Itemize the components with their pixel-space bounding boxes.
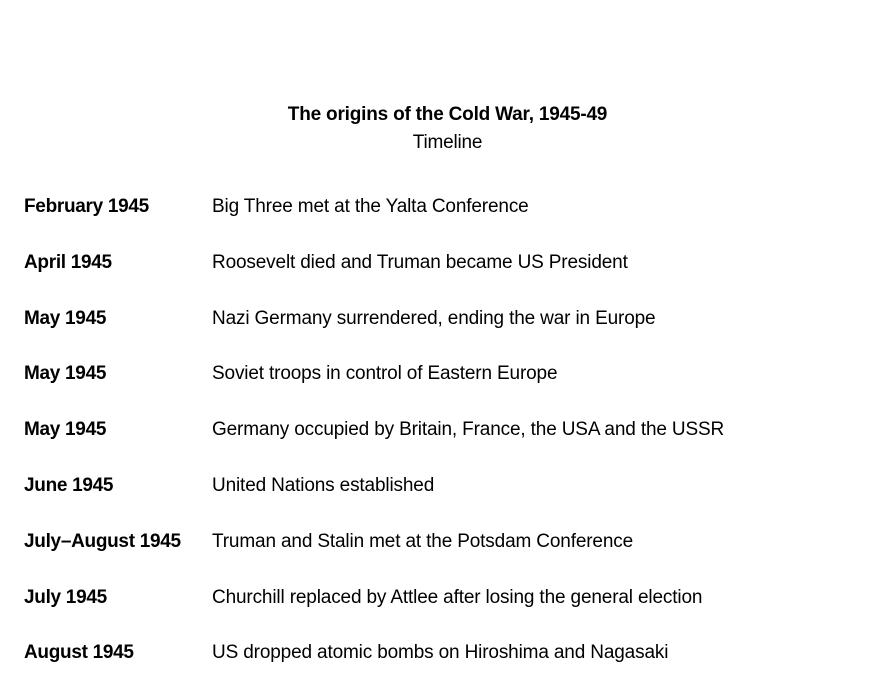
timeline-event: Soviet troops in control of Eastern Europe <box>212 363 558 385</box>
timeline-event: Churchill replaced by Attlee after losing the general election <box>212 586 703 608</box>
document-heading <box>0 102 895 158</box>
timeline-event: United Nations established <box>212 474 435 496</box>
timeline-event: US dropped atomic bombs on Hiroshima and Nagasaki <box>212 642 669 664</box>
timeline-row <box>24 472 884 528</box>
timeline-row <box>24 639 884 695</box>
timeline-event: Germany occupied by Britain, France, the USA and the USSR <box>212 419 725 441</box>
timeline-row <box>24 584 884 640</box>
timeline-date: June 1945 <box>24 474 114 496</box>
timeline-row <box>24 305 884 361</box>
timeline-row <box>24 193 884 249</box>
timeline-date: July–August 1945 <box>24 530 181 552</box>
timeline-date: February 1945 <box>24 196 149 217</box>
timeline-date: May 1945 <box>24 419 107 441</box>
timeline-date: May 1945 <box>24 307 107 329</box>
timeline-row <box>24 360 884 416</box>
timeline-date: May 1945 <box>24 363 107 385</box>
timeline-event: Roosevelt died and Truman became US President <box>212 251 628 273</box>
document-title: The origins of the Cold War, 1945-49 <box>287 104 608 125</box>
timeline-row <box>24 249 884 305</box>
timeline-list <box>24 193 884 695</box>
timeline-event: Big Three met at the Yalta Conference <box>212 196 529 217</box>
timeline-date: July 1945 <box>24 586 107 608</box>
timeline-row <box>24 416 884 472</box>
timeline-date: August 1945 <box>24 642 134 664</box>
timeline-event: Truman and Stalin met at the Potsdam Conference <box>212 530 634 552</box>
timeline-date: April 1945 <box>24 251 112 273</box>
timeline-row <box>24 528 884 584</box>
timeline-event: Nazi Germany surrendered, ending the war in Europe <box>212 307 656 329</box>
document-subtitle: Timeline <box>412 132 483 153</box>
